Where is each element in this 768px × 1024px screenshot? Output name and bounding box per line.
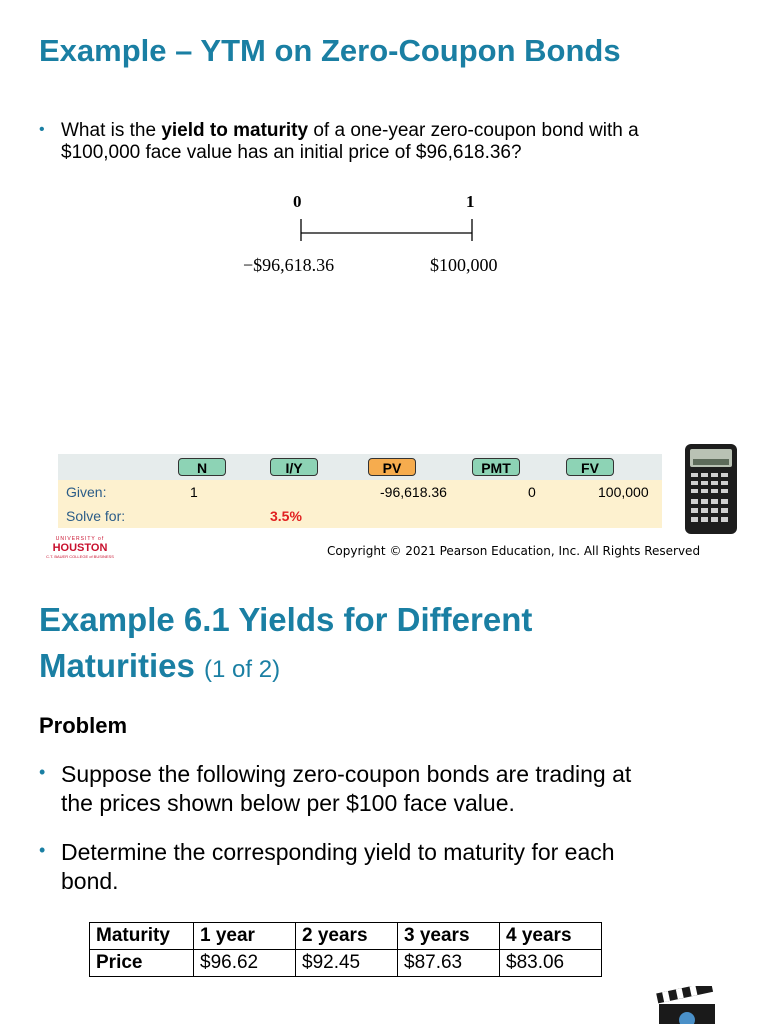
slide2-title (39, 597, 532, 693)
slide1-title: Example – YTM on Zero-Coupon Bonds (39, 33, 621, 68)
table-cell: $87.63 (398, 950, 500, 977)
given-pmt: 0 (528, 484, 536, 500)
bullet-line2: $100,000 face value has an initial price of $96,618.36? (61, 142, 522, 163)
calc-key-row (58, 454, 662, 480)
given-pv: -96,618.36 (380, 484, 447, 500)
table-cell: $83.06 (500, 950, 602, 977)
calc-solve-row (58, 504, 662, 528)
given-n: 1 (190, 484, 198, 500)
given-label: Given: (66, 484, 107, 500)
logo-name: HOUSTON (52, 542, 108, 554)
solve-label: Solve for: (66, 508, 126, 524)
logo-small-text: UNIVERSITY of (55, 536, 105, 542)
given-fv: 100,000 (598, 484, 649, 500)
slide2-bullet-1 (61, 760, 761, 818)
solve-iy: 3.5% (270, 508, 302, 524)
university-logo (40, 536, 120, 559)
calculator-table (58, 454, 662, 526)
bullet2-line2: bond. (61, 868, 119, 894)
key-fv: FV (566, 458, 614, 476)
key-iy: I/Y (270, 458, 318, 476)
table-cell: Maturity (90, 923, 194, 950)
bullet-pre: What is the (61, 120, 162, 141)
timeline-period-1: 1 (466, 192, 475, 211)
problem-heading: Problem (39, 713, 128, 738)
timeline-line (295, 215, 480, 245)
key-n: N (178, 458, 226, 476)
financial-calculator-icon (684, 443, 738, 535)
key-pv: PV (368, 458, 416, 476)
slide2-title-suffix: (1 of 2) (204, 656, 281, 683)
table-cell: 1 year (194, 923, 296, 950)
table-cell: 4 years (500, 923, 602, 950)
table-cell: Price (90, 950, 194, 977)
table-row (90, 950, 602, 977)
bullet2-line1: Determine the corresponding yield to maturity for each (61, 839, 615, 865)
slide2-title-line2: Maturities (39, 647, 195, 684)
table-cell: $92.45 (296, 950, 398, 977)
table-cell: 2 years (296, 923, 398, 950)
slide2-title-line2-wrap (39, 643, 532, 693)
calc-given-row (58, 480, 662, 505)
slide2-bullet-2 (61, 838, 761, 896)
bond-prices-table (89, 922, 602, 977)
table-row (90, 923, 602, 950)
timeline-period-0: 0 (293, 192, 302, 211)
bullet-marker-1: • (39, 762, 46, 782)
bullet-bold: yield to maturity (161, 120, 309, 141)
bullet-marker-2: • (39, 840, 46, 860)
table-cell: 3 years (398, 923, 500, 950)
timeline-cashflow-1: $100,000 (430, 255, 498, 275)
table-cell: $96.62 (194, 950, 296, 977)
slide1-bullet (61, 120, 761, 164)
bullet1-line2: the prices shown below per $100 face value. (61, 790, 515, 816)
slide2-title-line1: Example 6.1 Yields for Different (39, 601, 533, 638)
key-pmt: PMT (472, 458, 520, 476)
bullet-post: of a one-year zero-coupon bond with a (308, 120, 639, 141)
bullet-marker: • (39, 121, 45, 138)
video-clapperboard-icon[interactable] (655, 986, 719, 1024)
bullet1-line1: Suppose the following zero-coupon bonds are trading at (61, 761, 632, 787)
logo-sub: C.T. BAUER COLLEGE of BUSINESS (46, 554, 114, 559)
timeline-cashflow-0: −$96,618.36 (243, 255, 335, 275)
copyright-text: Copyright © 2021 Pearson Education, Inc. All Rights Reserved (327, 544, 701, 558)
